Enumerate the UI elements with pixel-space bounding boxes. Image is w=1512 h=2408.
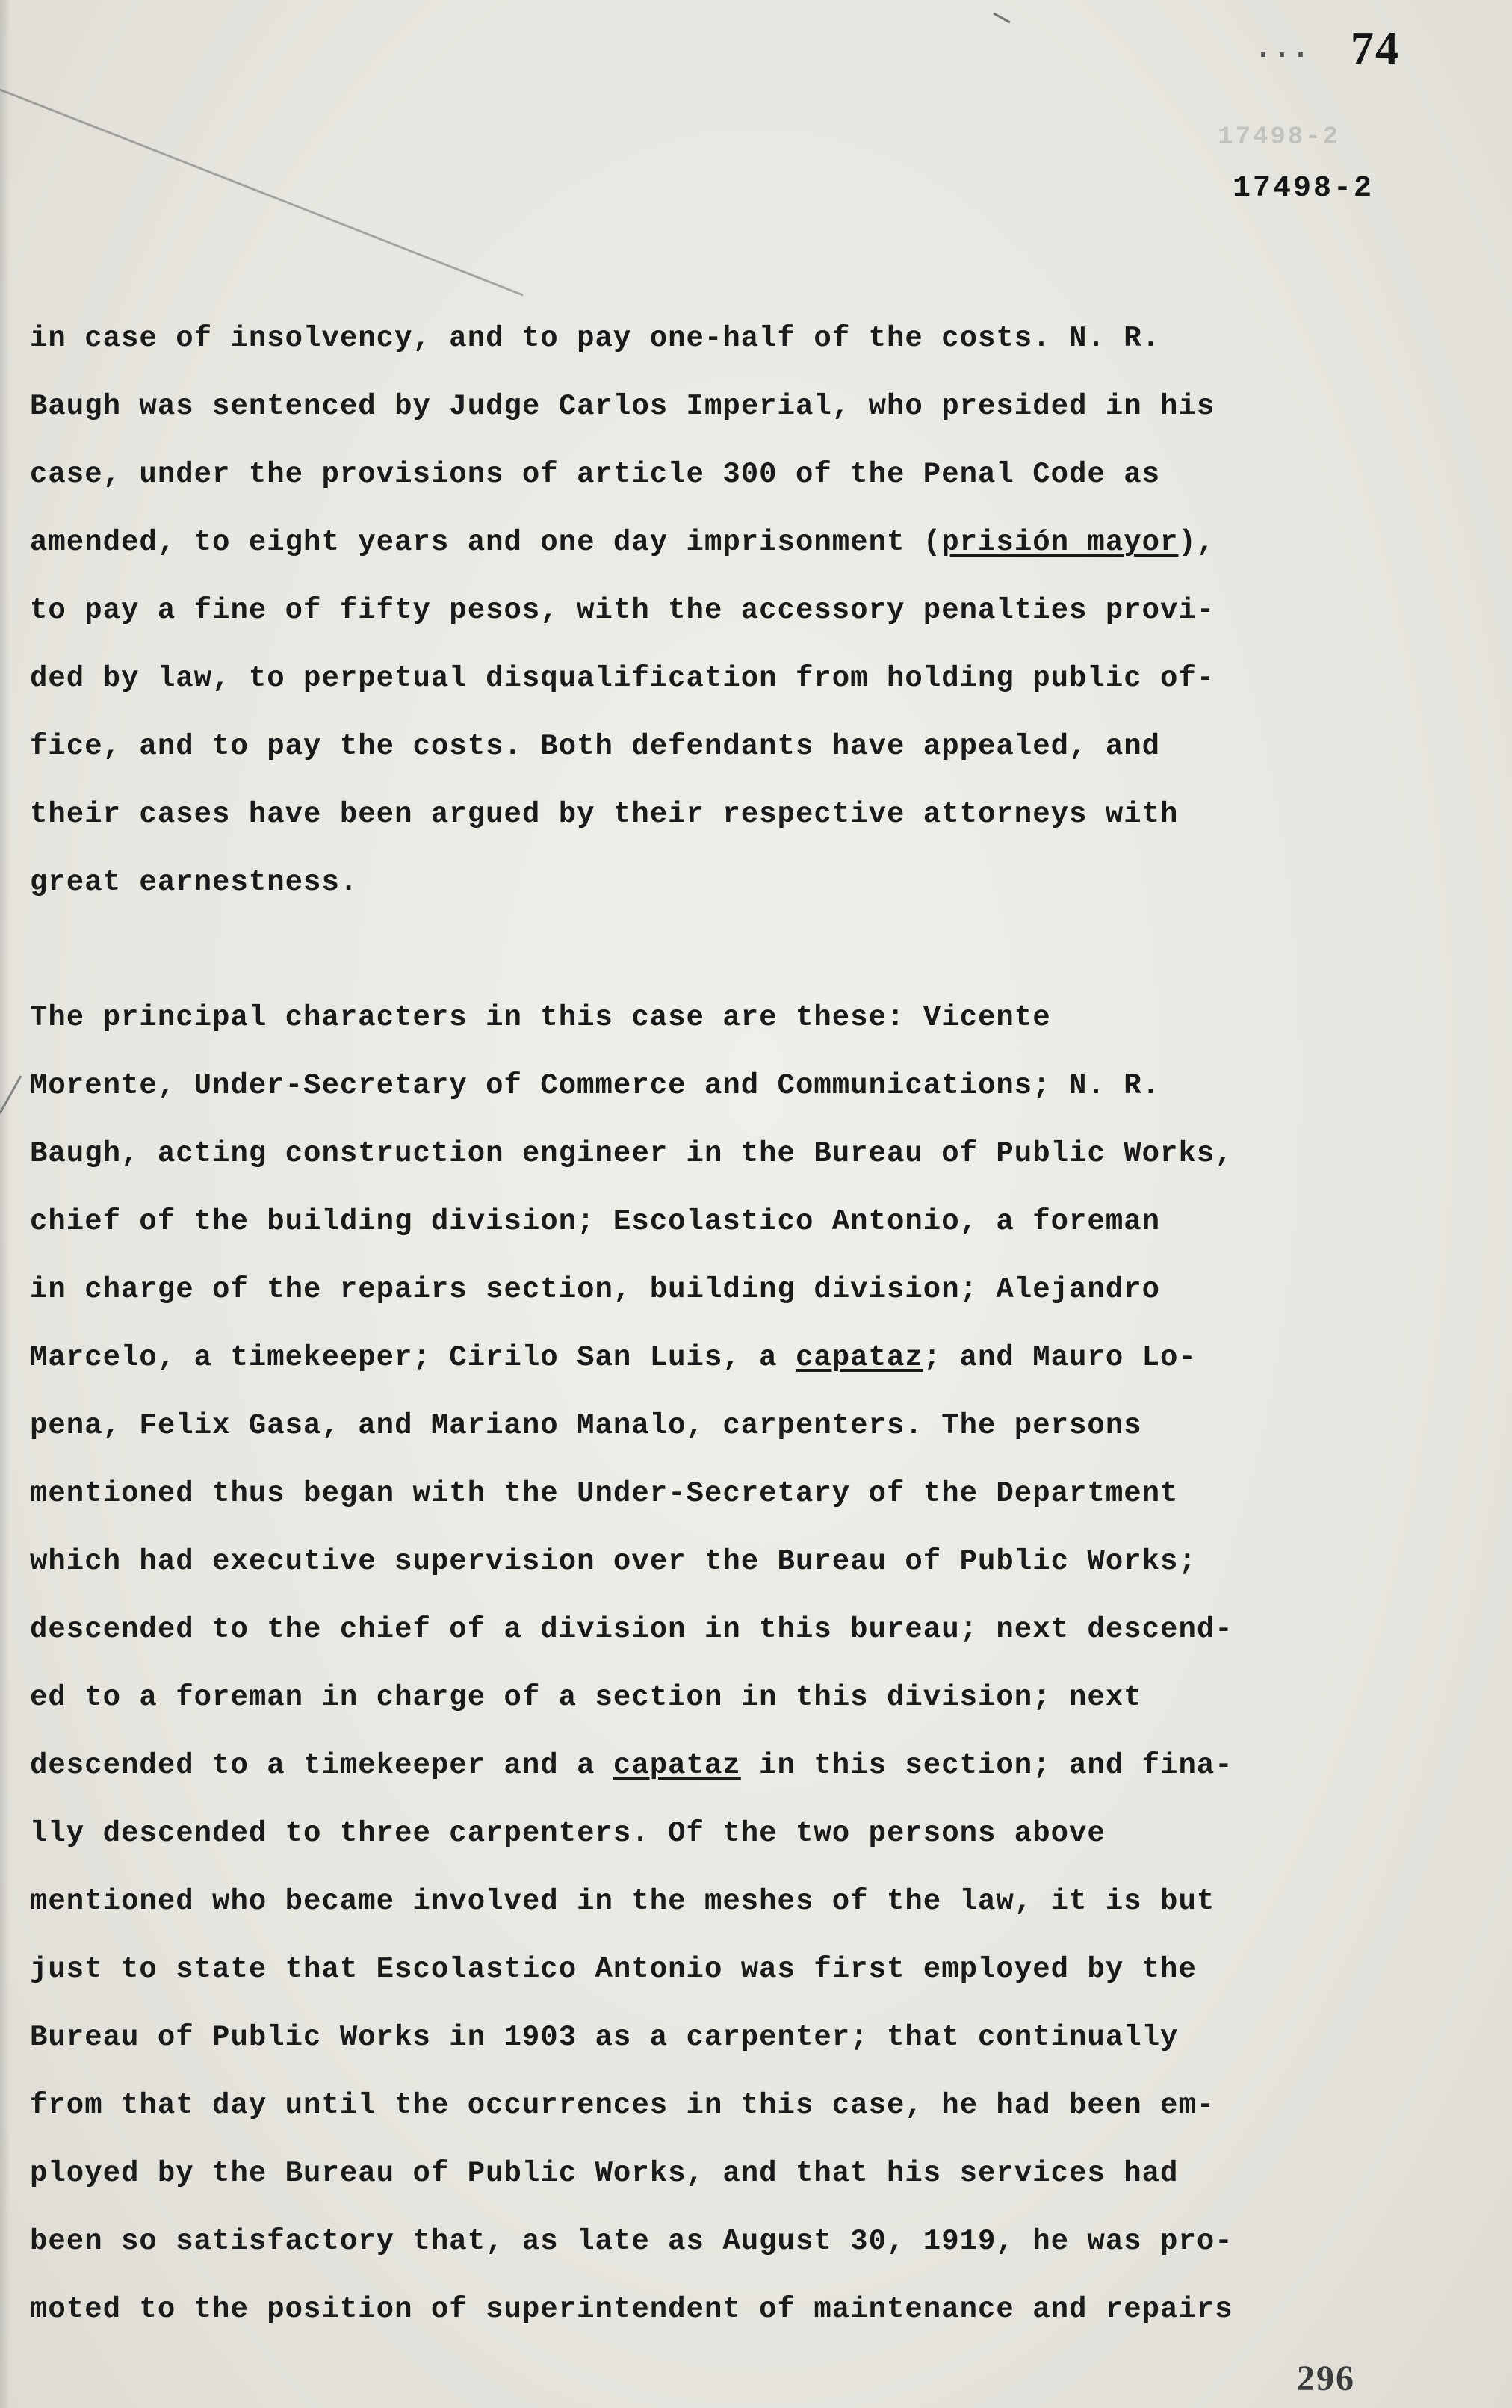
text-line: The principal characters in this case are these: Vicente [30,1001,1051,1034]
folio-number: 74 [1351,23,1400,74]
text-line: descended to a timekeeper and a capataz in this section; and fina- [30,1749,1233,1782]
text-line: been so satisfactory that, as late as August 30, 1919, he was pro- [30,2225,1233,2258]
text-line: mentioned thus began with the Under-Secretary of the Department [30,1477,1179,1510]
bleed-through-number: 17498-2 [1218,123,1340,152]
document-body [30,305,1434,2344]
text-line: lly descended to three carpenters. Of the two persons above [30,1817,1106,1850]
text-line: to pay a fine of fifty pesos, with the accessory penalties provi- [30,594,1215,627]
document-number: 17498-2 [1232,172,1374,205]
text-line: just to state that Escolastico Antonio was first employed by the [30,1953,1197,1986]
text-line: Baugh, acting construction engineer in the Bureau of Public Works, [30,1137,1233,1170]
text-line: their cases have been argued by their respective attorneys with [30,798,1179,831]
text-line: which had executive supervision over the Bureau of Public Works; [30,1545,1197,1578]
page-edge-shadow [0,0,10,2408]
text-line: descended to the chief of a division in this bureau; next descend- [30,1613,1233,1646]
text-line: ded by law, to perpetual disqualification from holding public of- [30,662,1215,695]
text-line: chief of the building division; Escolastico Antonio, a foreman [30,1205,1161,1238]
text-line: Bureau of Public Works in 1903 as a carpenter; that continually [30,2021,1179,2054]
text-line: in case of insolvency, and to pay one-half of the costs. N. R. [30,322,1161,355]
text-line: ed to a foreman in charge of a section in this division; next [30,1681,1142,1714]
text-line: fice, and to pay the costs. Both defendants have appealed, and [30,730,1161,763]
text-line: ployed by the Bureau of Public Works, and that his services had [30,2157,1179,2190]
text-line: amended, to eight years and one day imprisonment (prisión mayor), [30,526,1215,559]
page-number-stamp: 296 [1297,2359,1355,2398]
text-line: case, under the provisions of article 300 of the Penal Code as [30,458,1161,491]
text-line: Morente, Under-Secretary of Commerce and Communications; N. R. [30,1069,1161,1102]
text-line: Baugh was sentenced by Judge Carlos Imperial, who presided in his [30,390,1215,423]
paragraph-principal-characters [30,984,1434,2344]
folio-smudge: ... [1254,33,1310,66]
paragraph-sentencing [30,305,1434,917]
underlined-term: prisión mayor [941,526,1179,559]
text-line: from that day until the occurrences in this case, he had been em- [30,2089,1215,2122]
underlined-term: capataz [613,1749,741,1782]
text-line: pena, Felix Gasa, and Mariano Manalo, carpenters. The persons [30,1409,1142,1442]
text-line: moted to the position of superintendent of maintenance and repairs [30,2293,1233,2326]
underlined-term: capataz [795,1341,923,1374]
text-line: in charge of the repairs section, building division; Alejandro [30,1273,1161,1306]
text-line: mentioned who became involved in the meshes of the law, it is but [30,1885,1215,1918]
text-line: great earnestness. [30,866,359,899]
text-line: Marcelo, a timekeeper; Cirilo San Luis, a capataz; and Mauro Lo- [30,1341,1197,1374]
